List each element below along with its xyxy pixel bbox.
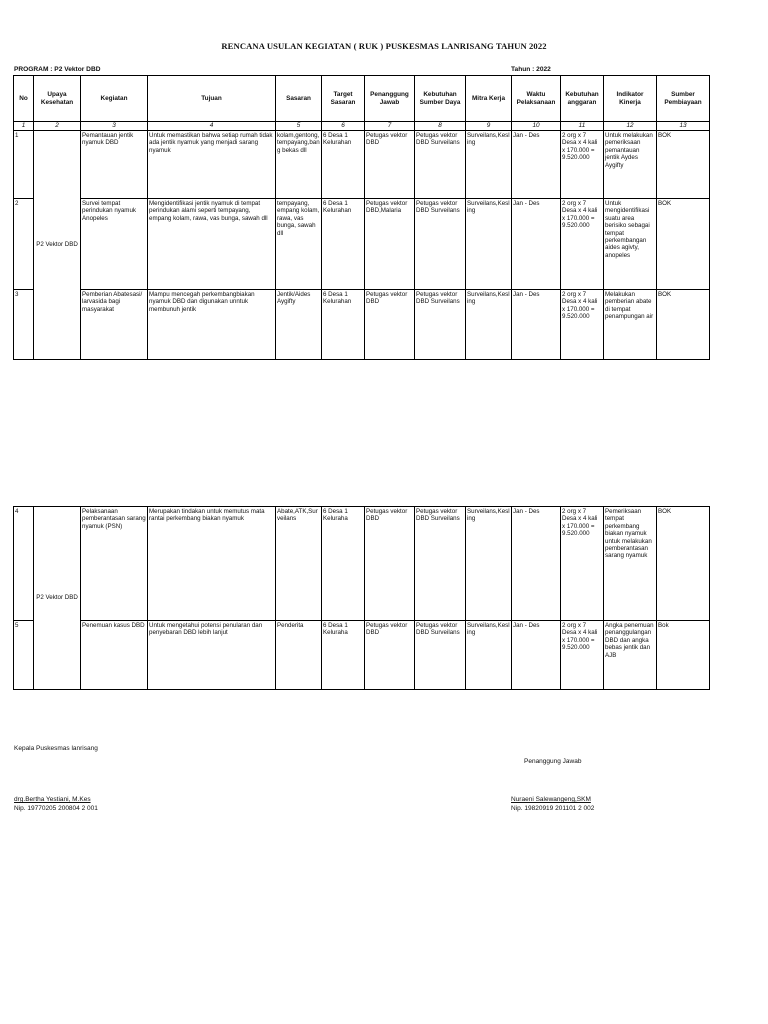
cell-sasaran: Jentik/Aides Aygifty bbox=[276, 290, 322, 360]
cell-anggaran: 2 org x 7 Desa x 4 kali x 170.000 = 9.520.000 bbox=[561, 621, 604, 690]
column-number-row bbox=[14, 122, 710, 131]
col-number: 10 bbox=[512, 122, 561, 131]
cell-tujuan: Untuk memastikan bahwa setiap rumah tidak ada jentik nyamuk yang menjadi sarang nyamuk bbox=[148, 131, 276, 199]
cell-waktu: Jan - Des bbox=[512, 131, 561, 199]
table-row bbox=[14, 199, 710, 290]
program-label: PROGRAM : P2 Vektor DBD bbox=[14, 66, 101, 73]
col-header: Kebutuhan Sumber Daya bbox=[415, 76, 466, 122]
col-header: Penanggung Jawab bbox=[365, 76, 415, 122]
col-header: No bbox=[14, 76, 34, 122]
cell-mitra: Surveilans,Kesling bbox=[466, 507, 512, 621]
year-label: Tahun : 2022 bbox=[511, 66, 551, 73]
col-header: Upaya Kesehatan bbox=[34, 76, 81, 122]
cell-kegiatan: Pemantauan jentik nyamuk DBD bbox=[81, 131, 148, 199]
cell-target: 6 Desa 1 Keluraha bbox=[322, 621, 365, 690]
cell-anggaran: 2 org x 7 Desa x 4 kali x 170.000 = 9.520.000 bbox=[561, 507, 604, 621]
cell-target: 6 Desa 1 Kelurahan bbox=[322, 131, 365, 199]
cell-tujuan: Mampu mencegah perkembangbiakan nyamuk DBD dan digunakan unntuk membunuh jentik bbox=[148, 290, 276, 360]
ruk-table-page-2 bbox=[13, 506, 710, 690]
cell-penanggung-jawab: Petugas vektor DBD bbox=[365, 131, 415, 199]
cell-sumber-daya: Petugas vektor DBD Surveilans bbox=[415, 621, 466, 690]
cell-mitra: Surveilans,Kesling bbox=[466, 199, 512, 290]
col-header: Kegiatan bbox=[81, 76, 148, 122]
signatory-right-title: Penanggung Jawab bbox=[524, 758, 582, 765]
cell-mitra: Surveilans,Kesling bbox=[466, 290, 512, 360]
col-number: 7 bbox=[365, 122, 415, 131]
col-header: Indikator Kinerja bbox=[604, 76, 657, 122]
cell-no: 4 bbox=[14, 507, 34, 621]
cell-penanggung-jawab: Petugas vektor DBD bbox=[365, 290, 415, 360]
cell-pembiayaan: BOK bbox=[657, 131, 710, 199]
signatory-left-title: Kepala Puskesmas lanrisang bbox=[14, 745, 98, 752]
cell-sasaran: kolam,gentong,tempayang,bang bekas dll bbox=[276, 131, 322, 199]
document-title: RENCANA USULAN KEGIATAN ( RUK ) PUSKESMAS LANRISANG TAHUN 2022 bbox=[221, 41, 547, 51]
cell-pembiayaan: BOK bbox=[657, 507, 710, 621]
cell-target: 6 Desa 1 Kelurahan bbox=[322, 199, 365, 290]
col-number: 9 bbox=[466, 122, 512, 131]
cell-upaya: P2 Vektor DBD bbox=[34, 507, 81, 690]
col-header: Kebutuhan anggaran bbox=[561, 76, 604, 122]
cell-penanggung-jawab: Petugas vektor DBD bbox=[365, 507, 415, 621]
col-header: Sasaran bbox=[276, 76, 322, 122]
cell-upaya: P2 Vektor DBD bbox=[34, 131, 81, 360]
cell-pembiayaan: Bok bbox=[657, 621, 710, 690]
cell-kegiatan: Survei tempat perindukan nyamuk Anopeles bbox=[81, 199, 148, 290]
col-number: 13 bbox=[657, 122, 710, 131]
cell-tujuan: Mengidentifikasi jentik nyamuk di tempat perindukan alami seperti tempayang, empang kolam, rawa, vas bunga, sawah dll bbox=[148, 199, 276, 290]
cell-sumber-daya: Petugas vektor DBD Surveilans bbox=[415, 507, 466, 621]
cell-kegiatan: Penemuan kasus DBD bbox=[81, 621, 148, 690]
cell-anggaran: 2 org x 7 Desa x 4 kali x 170.000 = 9.520.000 bbox=[561, 290, 604, 360]
signatory-left-nip: Nip. 19770205 200804 2 001 bbox=[14, 805, 98, 812]
col-number: 8 bbox=[415, 122, 466, 131]
signatory-right-name: Nuraeni Salewangeng,SKM bbox=[511, 796, 591, 803]
cell-penanggung-jawab: Petugas vektor DBD bbox=[365, 621, 415, 690]
cell-indikator: Untuk melakukan pemeriksaan pemantauan jentik Aydes Aygifty bbox=[604, 131, 657, 199]
cell-indikator: Pemeriksaan tempat perkembang biakan nyamuk untuk melakukan pemberantasan sarang nyamuk bbox=[604, 507, 657, 621]
cell-tujuan: Untuk mengetahui potensi penularan dan penyebaran DBD lebih lanjut bbox=[148, 621, 276, 690]
col-number: 5 bbox=[276, 122, 322, 131]
cell-no: 3 bbox=[14, 290, 34, 360]
cell-target: 6 Desa 1 Keluraha bbox=[322, 507, 365, 621]
cell-pembiayaan: BOK bbox=[657, 199, 710, 290]
signatory-left-name: drg.Bertha Yestiani, M.Kes bbox=[14, 796, 91, 803]
col-number: 11 bbox=[561, 122, 604, 131]
col-header: Waktu Pelaksanaan bbox=[512, 76, 561, 122]
table-row bbox=[14, 290, 710, 360]
cell-sumber-daya: Petugas vektor DBD Surveilans bbox=[415, 290, 466, 360]
table-header-row bbox=[14, 76, 710, 122]
cell-kegiatan: Pemberian Abatesasi/ larvasida bagi masyarakat bbox=[81, 290, 148, 360]
signatory-right-nip: Nip. 19820919 201101 2 002 bbox=[511, 805, 595, 812]
cell-target: 6 Desa 1 Kelurahan bbox=[322, 290, 365, 360]
col-header: Tujuan bbox=[148, 76, 276, 122]
cell-mitra: Surveilans,Kesling bbox=[466, 131, 512, 199]
cell-sumber-daya: Petugas vektor DBD Surveilans bbox=[415, 131, 466, 199]
cell-waktu: Jan - Des bbox=[512, 621, 561, 690]
col-header: Sumber Pembiayaan bbox=[657, 76, 710, 122]
cell-indikator: Angka penemuan penanggulangan DBD dan angka bebas jentik dan AJB bbox=[604, 621, 657, 690]
cell-sumber-daya: Petugas vektor DBD Surveilans bbox=[415, 199, 466, 290]
cell-mitra: Surveilans,Kesling bbox=[466, 621, 512, 690]
cell-penanggung-jawab: Petugas vektor DBD,Malaria bbox=[365, 199, 415, 290]
table-row bbox=[14, 131, 710, 199]
col-number: 1 bbox=[14, 122, 34, 131]
cell-indikator: Melakukan pemberian abate di tempat penampungan air bbox=[604, 290, 657, 360]
ruk-table-page-1 bbox=[13, 75, 710, 360]
cell-anggaran: 2 org x 7 Desa x 4 kali x 170.000 = 9.520.000 bbox=[561, 131, 604, 199]
cell-sasaran: tempayang, empang kolam, rawa, vas bunga, sawah dll bbox=[276, 199, 322, 290]
col-number: 3 bbox=[81, 122, 148, 131]
cell-no: 2 bbox=[14, 199, 34, 290]
table-row bbox=[14, 621, 710, 690]
cell-waktu: Jan - Des bbox=[512, 507, 561, 621]
cell-waktu: Jan - Des bbox=[512, 290, 561, 360]
cell-sasaran: Penderita bbox=[276, 621, 322, 690]
cell-no: 1 bbox=[14, 131, 34, 199]
cell-kegiatan: Pelaksanaan pemberantasan sarang nyamuk (PSN) bbox=[81, 507, 148, 621]
cell-no: 5 bbox=[14, 621, 34, 690]
col-number: 4 bbox=[148, 122, 276, 131]
col-number: 2 bbox=[34, 122, 81, 131]
cell-sasaran: Abate,ATK,Surveilans bbox=[276, 507, 322, 621]
cell-indikator: Untuk mengidentifikasi suatu area berisiko sebagai tempat perkembangan aides agivty, anopeles bbox=[604, 199, 657, 290]
cell-anggaran: 2 org x 7 Desa x 4 kali x 170.000 = 9.520.000 bbox=[561, 199, 604, 290]
cell-waktu: Jan - Des bbox=[512, 199, 561, 290]
col-header: Mitra Kerja bbox=[466, 76, 512, 122]
table-row bbox=[14, 507, 710, 621]
col-number: 12 bbox=[604, 122, 657, 131]
col-header: Target Sasaran bbox=[322, 76, 365, 122]
col-number: 6 bbox=[322, 122, 365, 131]
cell-pembiayaan: BOK bbox=[657, 290, 710, 360]
cell-tujuan: Merupakan tindakan untuk memutus mata rantai perkembang biakan nyamuk bbox=[148, 507, 276, 621]
